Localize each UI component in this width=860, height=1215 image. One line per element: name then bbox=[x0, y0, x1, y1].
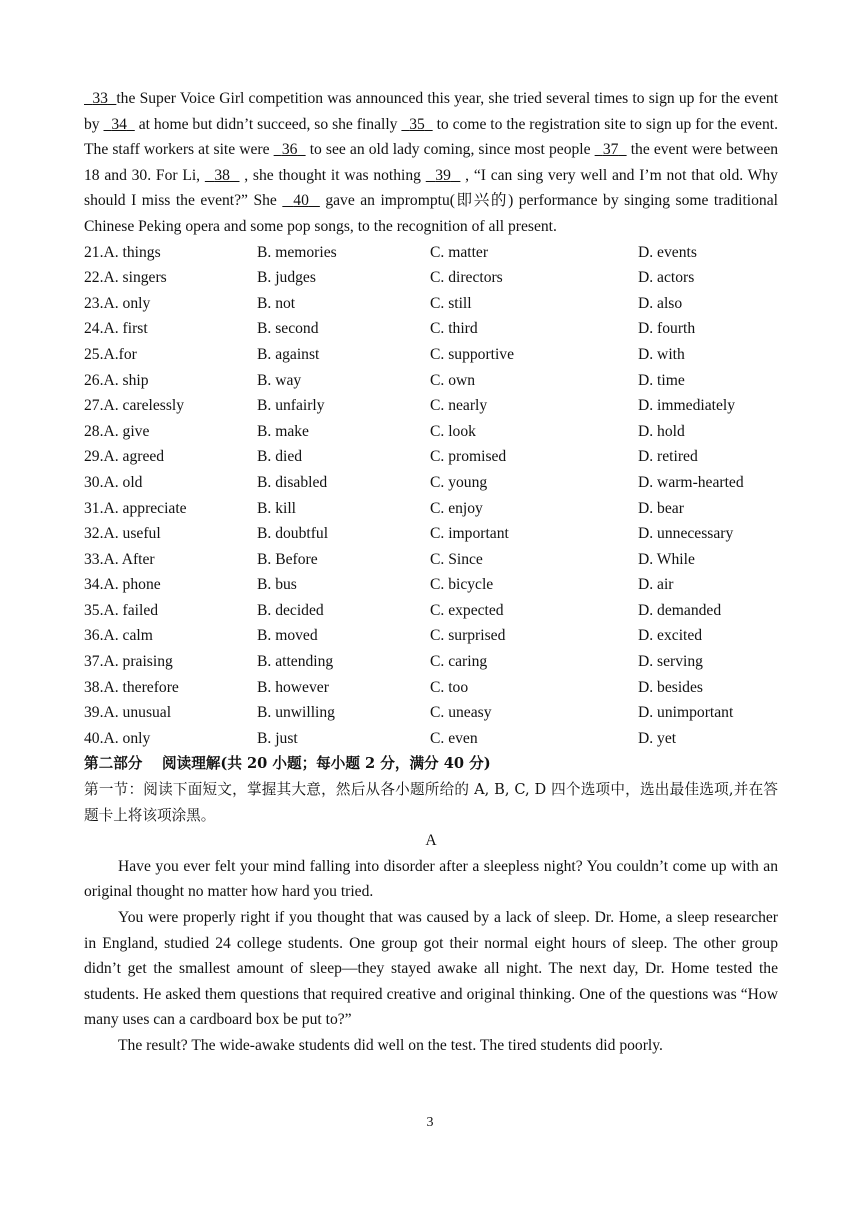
option-row bbox=[84, 700, 778, 726]
option-d: D. warm-hearted bbox=[638, 473, 744, 491]
section-instruction: 第一节：阅读下面短文，掌握其大意，然后从各小题所给的 A, B, C, D 四个选项中，选出最佳选项,并在答题卡上将该项涂黑。 bbox=[84, 781, 778, 824]
option-d: D. demanded bbox=[638, 601, 722, 619]
section-heading: 第二部分 阅读理解(共 20 小题；每小题 2 分，满分 40 分) bbox=[84, 755, 491, 773]
option-d: D. fourth bbox=[638, 320, 696, 338]
passage-label: A bbox=[425, 832, 437, 850]
option-row bbox=[84, 572, 778, 598]
option-b: B. not bbox=[257, 294, 296, 312]
option-b: B. doubtful bbox=[257, 525, 329, 543]
option-c: C. young bbox=[430, 473, 488, 491]
option-d: D. besides bbox=[638, 678, 703, 696]
option-a: 32.A. useful bbox=[84, 525, 161, 543]
option-c: C. nearly bbox=[430, 397, 488, 415]
option-a: 21.A. things bbox=[84, 243, 161, 261]
option-d: D. events bbox=[638, 243, 697, 261]
option-row bbox=[84, 291, 778, 317]
option-c: C. uneasy bbox=[430, 704, 492, 722]
option-c: C. matter bbox=[430, 243, 489, 261]
passage-paragraph: You were properly right if you thought that was caused by a lack of sleep. Dr. Home, a sleep researcher in England, studied 24 college students. One group got their normal eight hours of sleep. The other group didn’t get the smallest amount of sleep—they stayed awake all night. The next day, Dr. Home tested the students. He asked them questions that required creative and original thinking. One of the questions was “How many uses can a cardboard box be put to?” bbox=[84, 909, 778, 1029]
option-c: C. own bbox=[430, 371, 476, 389]
cloze-text: the Super Voice Girl competition was announced this year, she tried several times to sign up for the event by bbox=[84, 90, 779, 133]
option-row bbox=[84, 393, 778, 419]
option-c: C. look bbox=[430, 422, 476, 440]
option-c: C. surprised bbox=[430, 627, 506, 645]
blank-37: 37 bbox=[602, 141, 619, 159]
option-d: D. bear bbox=[638, 499, 684, 517]
option-b: B. disabled bbox=[257, 473, 328, 491]
option-a: 25.A.for bbox=[84, 345, 137, 363]
option-b: B. moved bbox=[257, 627, 318, 645]
option-a: 29.A. agreed bbox=[84, 448, 165, 466]
option-row bbox=[84, 470, 778, 496]
option-b: B. memories bbox=[257, 243, 337, 261]
option-d: D. retired bbox=[638, 448, 698, 466]
option-d: D. hold bbox=[638, 422, 685, 440]
option-b: B. make bbox=[257, 422, 309, 440]
option-a: 39.A. unusual bbox=[84, 704, 172, 722]
option-row bbox=[84, 649, 778, 675]
option-b: B. decided bbox=[257, 601, 324, 619]
option-b: B. unwilling bbox=[257, 704, 335, 722]
option-row bbox=[84, 521, 778, 547]
blank-38: 38 bbox=[214, 166, 230, 184]
blank-35: 35 bbox=[409, 115, 425, 133]
option-d: D. unnecessary bbox=[638, 525, 734, 543]
option-row bbox=[84, 547, 778, 573]
passage-paragraph: Have you ever felt your mind falling into disorder after a sleepless night? You couldn’t come up with an original thought no matter how hard you tried. bbox=[84, 857, 778, 901]
option-a: 23.A. only bbox=[84, 294, 151, 312]
option-a: 35.A. failed bbox=[84, 601, 159, 619]
option-b: B. kill bbox=[257, 499, 296, 517]
option-b: B. second bbox=[257, 320, 319, 338]
option-b: B. just bbox=[257, 729, 298, 747]
blank-40: 40 bbox=[293, 192, 309, 210]
option-a: 27.A. carelessly bbox=[84, 397, 185, 415]
option-a: 22.A. singers bbox=[84, 269, 167, 287]
option-b: B. unfairly bbox=[257, 397, 325, 415]
cloze-text: to come to the registration site to sign up for the event. The staff workers at site were bbox=[84, 115, 778, 159]
option-d: D. While bbox=[638, 550, 695, 568]
option-b: B. attending bbox=[257, 653, 334, 671]
option-a: 38.A. therefore bbox=[84, 678, 179, 696]
option-c: C. directors bbox=[430, 269, 503, 287]
option-d: D. excited bbox=[638, 627, 703, 645]
option-c: C. Since bbox=[430, 550, 483, 568]
option-row bbox=[84, 496, 778, 522]
cloze-text: at home but didn’t succeed, so she finally bbox=[138, 115, 398, 133]
option-a: 30.A. old bbox=[84, 473, 143, 491]
option-row bbox=[84, 419, 778, 445]
cloze-text: gave an impromptu(即兴的) performance by singing some traditional Chinese Peking opera and some pop songs, to the recognition of all present. bbox=[84, 192, 778, 235]
option-b: B. bus bbox=[257, 576, 297, 594]
blank-34: 34 bbox=[111, 115, 127, 133]
option-row bbox=[84, 342, 778, 368]
option-row bbox=[84, 368, 778, 394]
blank-39: 39 bbox=[435, 166, 451, 184]
cloze-text: the event were between 18 and 30. For Li, bbox=[84, 141, 779, 184]
cloze-passage bbox=[84, 86, 778, 240]
option-a: 37.A. praising bbox=[84, 653, 173, 671]
option-c: C. bicycle bbox=[430, 576, 494, 594]
blank-33: 33 bbox=[92, 90, 108, 107]
option-b: B. judges bbox=[257, 269, 316, 287]
option-d: D. unimportant bbox=[638, 704, 734, 722]
options-list bbox=[84, 240, 778, 752]
option-c: C. important bbox=[430, 525, 509, 543]
cloze-text: , she thought it was nothing bbox=[244, 166, 421, 184]
option-c: C. even bbox=[430, 729, 478, 747]
exam-page bbox=[84, 86, 778, 1059]
option-d: D. actors bbox=[638, 269, 695, 287]
option-c: C. third bbox=[430, 320, 478, 338]
option-row bbox=[84, 623, 778, 649]
option-a: 36.A. calm bbox=[84, 627, 153, 645]
option-c: C. supportive bbox=[430, 345, 515, 363]
option-c: C. expected bbox=[430, 601, 504, 619]
option-d: D. serving bbox=[638, 653, 703, 671]
cloze-text: to see an old lady coming, since most people bbox=[309, 141, 591, 159]
option-row bbox=[84, 444, 778, 470]
option-b: B. died bbox=[257, 448, 303, 466]
option-row bbox=[84, 726, 778, 752]
option-b: B. however bbox=[257, 678, 329, 696]
option-d: D. yet bbox=[638, 729, 677, 747]
option-a: 33.A. After bbox=[84, 550, 155, 568]
option-a: 40.A. only bbox=[84, 729, 151, 747]
option-d: D. with bbox=[638, 345, 685, 363]
passage-paragraph: The result? The wide-awake students did well on the test. The tired students did poorly. bbox=[118, 1036, 663, 1054]
blank-36: 36 bbox=[281, 141, 298, 159]
option-a: 24.A. first bbox=[84, 320, 148, 338]
option-c: C. still bbox=[430, 294, 472, 312]
option-a: 34.A. phone bbox=[84, 576, 161, 594]
option-row bbox=[84, 265, 778, 291]
option-d: D. air bbox=[638, 576, 674, 594]
option-b: B. way bbox=[257, 371, 302, 389]
option-b: B. Before bbox=[257, 550, 318, 568]
option-d: D. time bbox=[638, 371, 685, 389]
option-a: 26.A. ship bbox=[84, 371, 149, 389]
option-row bbox=[84, 675, 778, 701]
page-number: 3 bbox=[426, 1115, 434, 1130]
option-c: C. too bbox=[430, 678, 469, 696]
cloze-text: , “I can sing very well and I’m not that old. Why should I miss the event?” She bbox=[84, 166, 778, 210]
option-c: C. enjoy bbox=[430, 499, 483, 517]
option-row bbox=[84, 316, 778, 342]
option-b: B. against bbox=[257, 345, 320, 363]
option-a: 31.A. appreciate bbox=[84, 499, 187, 517]
option-d: D. immediately bbox=[638, 397, 736, 415]
option-row bbox=[84, 240, 778, 266]
option-row bbox=[84, 598, 778, 624]
option-a: 28.A. give bbox=[84, 422, 150, 440]
option-c: C. caring bbox=[430, 653, 488, 671]
option-c: C. promised bbox=[430, 448, 507, 466]
option-d: D. also bbox=[638, 294, 683, 312]
